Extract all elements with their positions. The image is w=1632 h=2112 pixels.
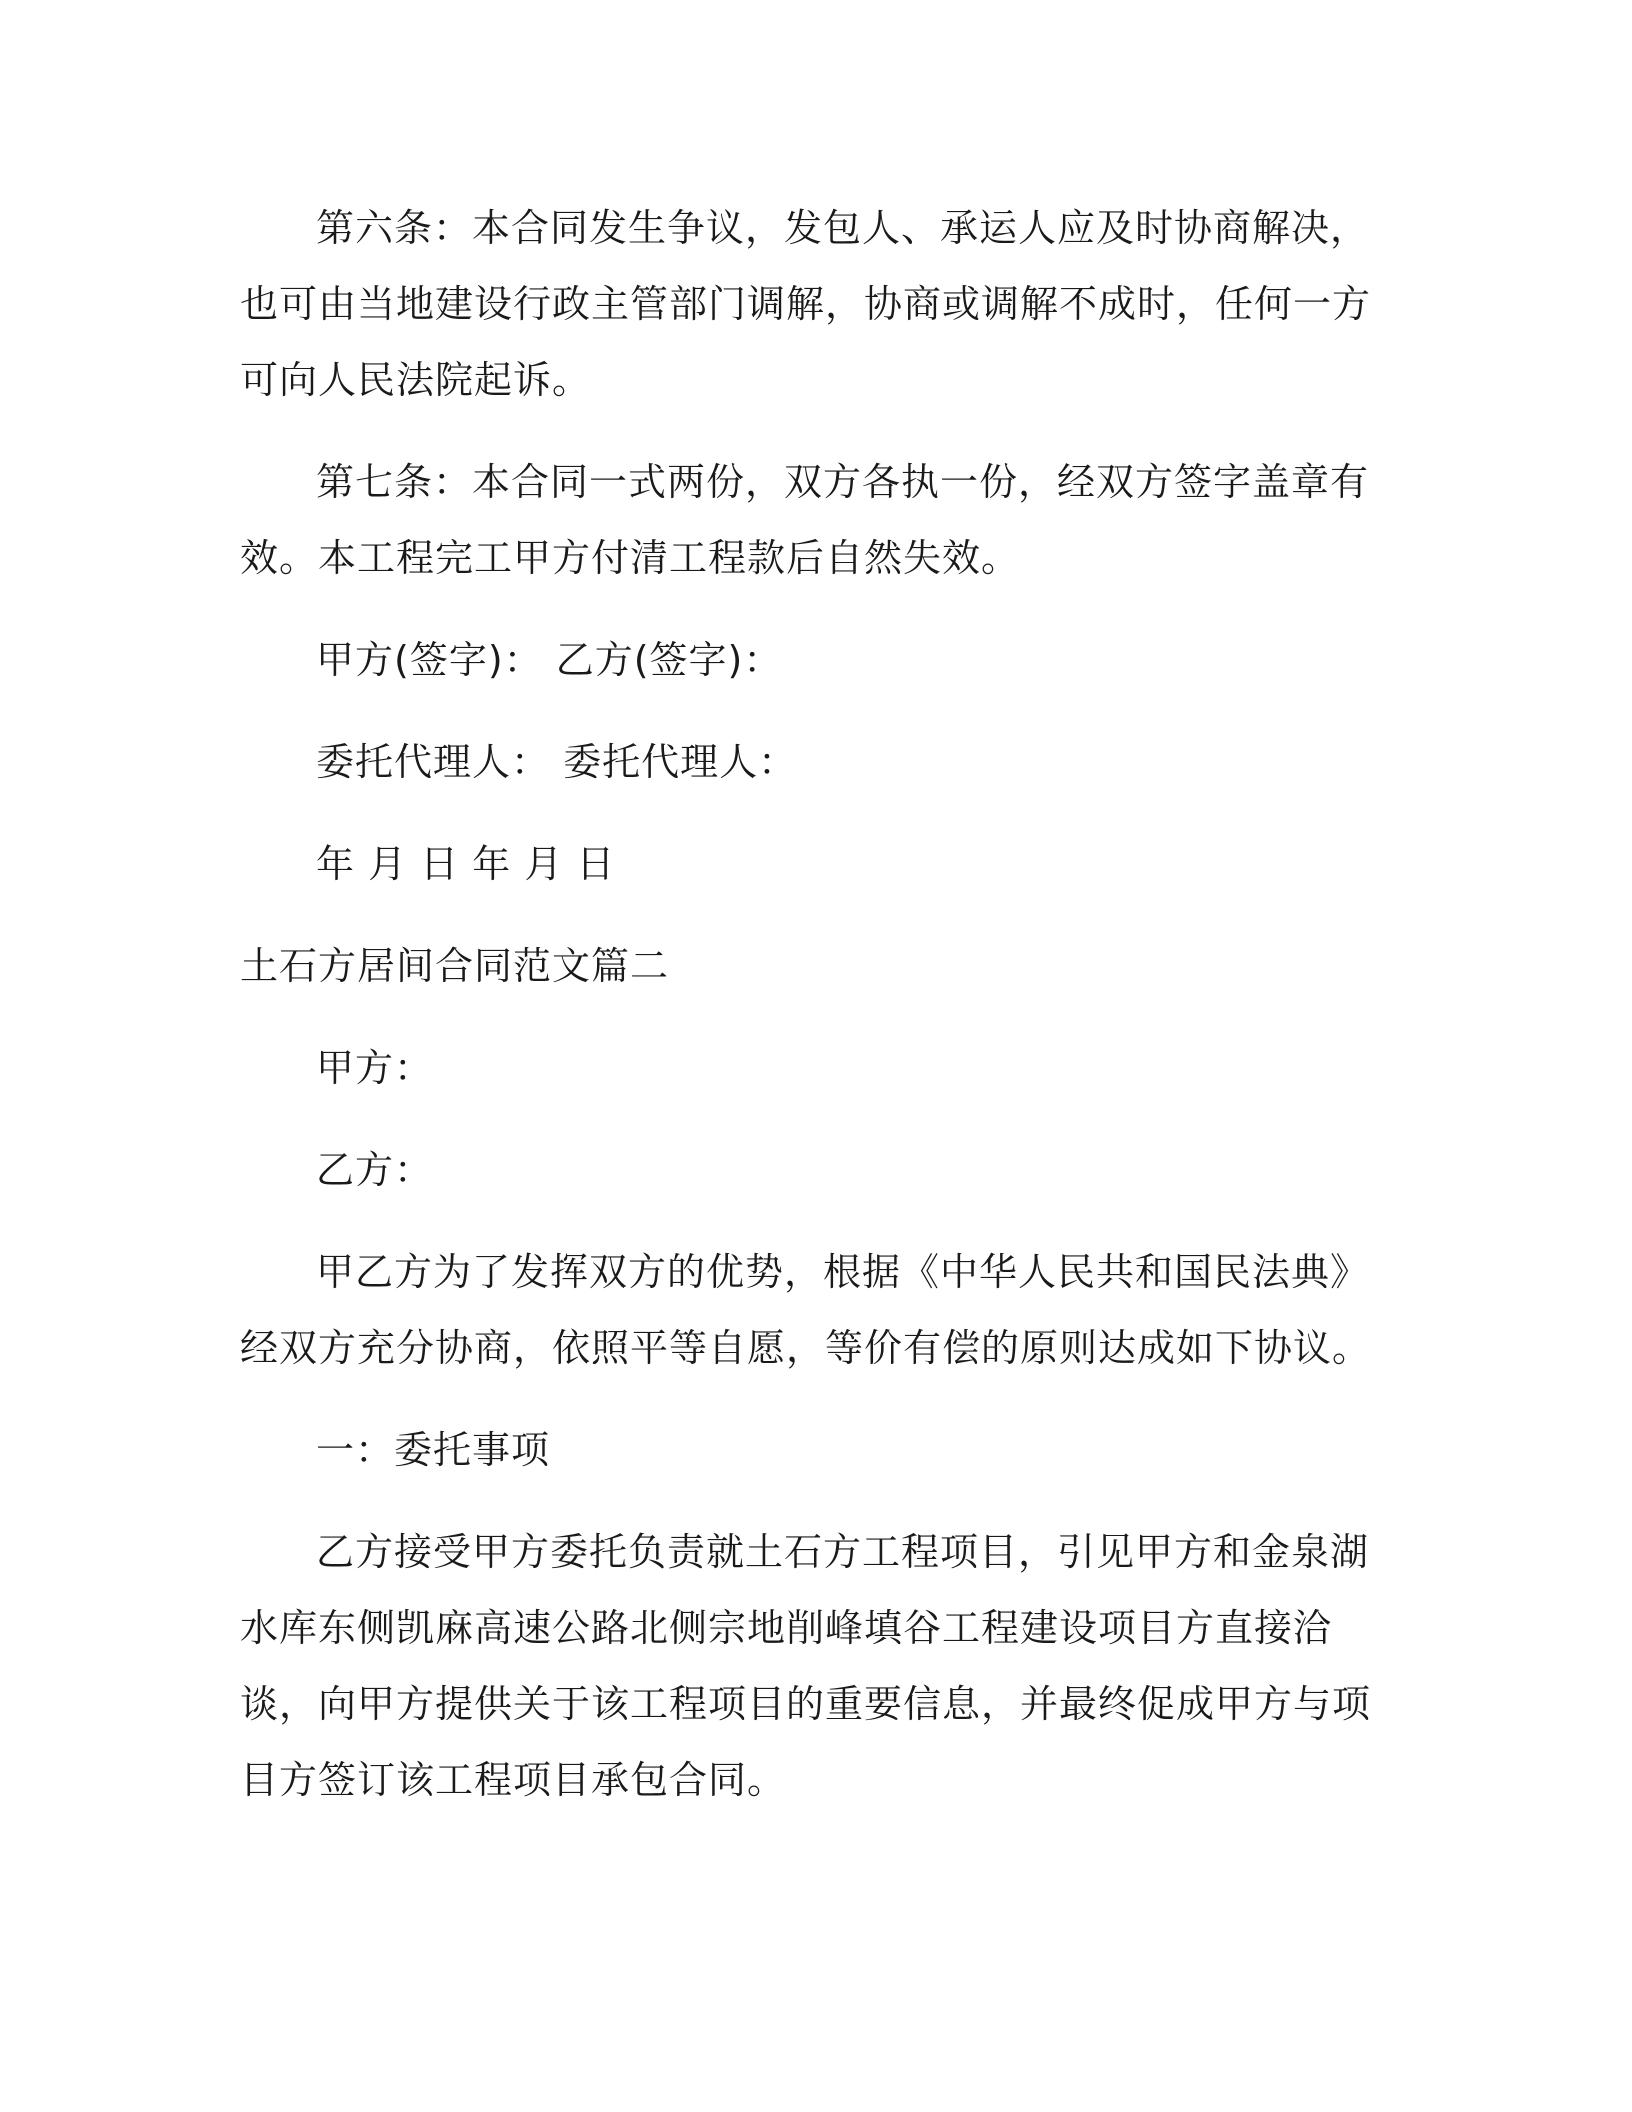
date-line: 年 月 日 年 月 日	[316, 842, 616, 886]
party-b-line: 乙方：	[316, 1148, 434, 1192]
preamble-paragraph: 甲乙方为了发挥双方的优势，根据《中华人民共和国民法典》经双方充分协商，依照平等自愿，等价有偿的原则达成如下协议。	[240, 1250, 1372, 1370]
document-page	[240, 190, 1380, 1844]
article-6-paragraph: 第六条：本合同发生争议，发包人、承运人应及时协商解决，也可由当地建设行政主管部门调解，协商或调解不成时，任何一方可向人民法院起诉。	[240, 206, 1372, 402]
section-heading: 土石方居间合同范文篇二	[240, 944, 670, 988]
party-a-line: 甲方：	[316, 1046, 434, 1090]
clause-body-paragraph: 乙方接受甲方委托负责就土石方工程项目，引见甲方和金泉湖水库东侧凯麻高速公路北侧宗地削峰填谷工程建设项目方直接洽谈，向甲方提供关于该工程项目的重要信息，并最终促成甲方与项目方签订该工程项目承包合同。	[240, 1530, 1372, 1802]
article-7-paragraph: 第七条：本合同一式两份，双方各执一份，经双方签字盖章有效。本工程完工甲方付清工程款后自然失效。	[240, 460, 1370, 580]
agent-line: 委托代理人： 委托代理人：	[316, 740, 798, 784]
signature-line: 甲方(签字)： 乙方(签字)：	[316, 638, 783, 682]
clause-heading: 一：委托事项	[316, 1428, 551, 1472]
